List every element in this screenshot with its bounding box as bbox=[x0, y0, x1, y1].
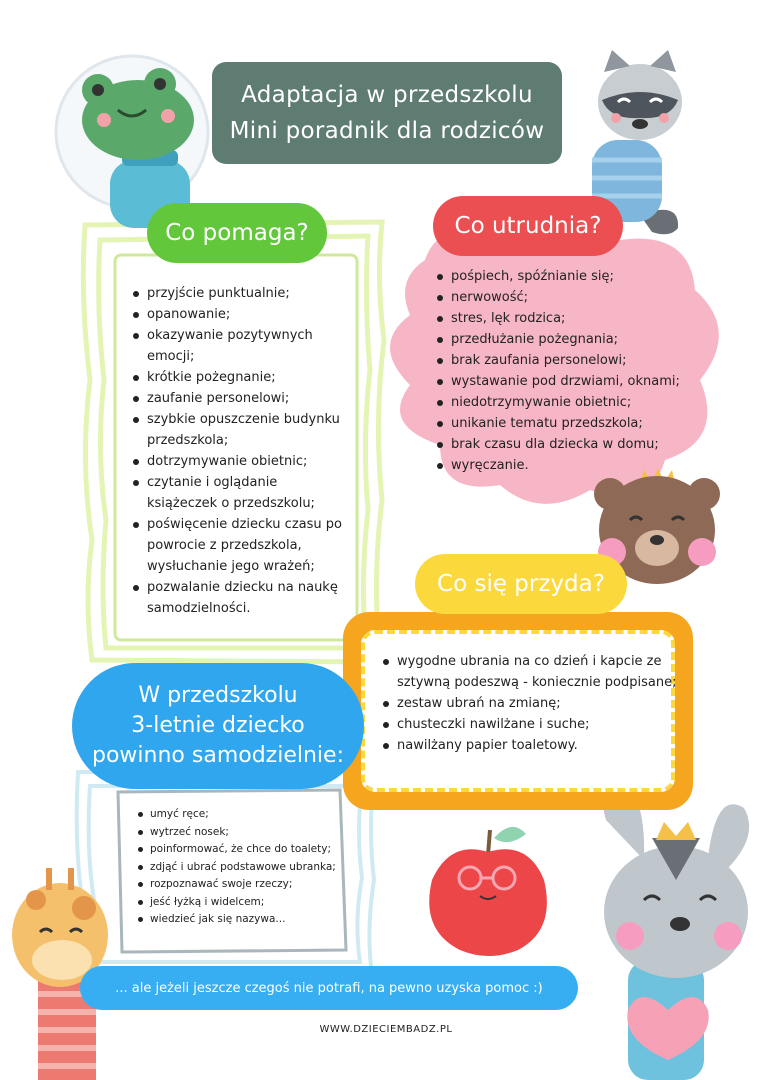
helps-heading: Co pomaga? bbox=[147, 203, 327, 263]
self-heading-line-1: W przedszkolu bbox=[138, 683, 298, 708]
list-item: wystawanie pod drzwiami, oknami; bbox=[437, 371, 682, 392]
bottom-banner: ... ale jeżeli jeszcze czegoś nie potrafi, na pewno uzyska pomoc :) bbox=[80, 966, 578, 1010]
list-item: przyjście punktualnie; bbox=[133, 283, 348, 304]
list-item: krótkie pożegnanie; bbox=[133, 367, 348, 388]
list-item: chusteczki nawilżane i suche; bbox=[383, 714, 683, 735]
self-heading-cloud bbox=[72, 663, 364, 789]
list-item: jeść łyżką i widelcem; bbox=[138, 894, 353, 912]
title-box bbox=[212, 62, 562, 164]
apple-icon bbox=[429, 827, 547, 956]
list-item: unikanie tematu przedszkola; bbox=[437, 413, 682, 434]
useful-heading: Co się przyda? bbox=[415, 554, 627, 614]
hinders-list bbox=[437, 266, 682, 476]
list-item: zestaw ubrań na zmianę; bbox=[383, 693, 683, 714]
list-item: niedotrzymywanie obietnic; bbox=[437, 392, 682, 413]
list-item: nerwowość; bbox=[437, 287, 682, 308]
list-item: wiedzieć jak się nazywa... bbox=[138, 911, 353, 929]
list-item: brak zaufania personelowi; bbox=[437, 350, 682, 371]
self-heading-line-3: powinno samodzielnie: bbox=[92, 743, 344, 768]
list-item: zdjąć i ubrać podstawowe ubranka; bbox=[138, 859, 353, 877]
self-list bbox=[138, 806, 353, 929]
helps-list bbox=[133, 283, 348, 619]
list-item: pośpiech, spóźnianie się; bbox=[437, 266, 682, 287]
list-item: czytanie i oglądanie książeczek o przedszkolu; bbox=[133, 472, 348, 514]
list-item: poświęcenie dziecku czasu po powrocie z przedszkola, wysłuchanie jego wrażeń; bbox=[133, 514, 348, 577]
list-item: wyręczanie. bbox=[437, 455, 682, 476]
self-heading-line-2: 3-letnie dziecko bbox=[131, 713, 305, 738]
hinders-heading: Co utrudnia? bbox=[433, 196, 623, 256]
list-item: poinformować, że chce do toalety; bbox=[138, 841, 353, 859]
useful-list bbox=[383, 651, 683, 756]
list-item: wytrzeć nosek; bbox=[138, 824, 353, 842]
title-line-2: Mini poradnik dla rodziców bbox=[229, 118, 545, 144]
footer-url: WWW.DZIECIEMBADZ.PL bbox=[319, 1024, 453, 1035]
title-line-1: Adaptacja w przedszkolu bbox=[241, 82, 533, 108]
list-item: opanowanie; bbox=[133, 304, 348, 325]
list-item: umyć ręce; bbox=[138, 806, 353, 824]
list-item: szybkie opuszczenie budynku przedszkola; bbox=[133, 409, 348, 451]
list-item: pozwalanie dziecku na naukę samodzielności. bbox=[133, 577, 348, 619]
list-item: rozpoznawać swoje rzeczy; bbox=[138, 876, 353, 894]
list-item: przedłużanie pożegnania; bbox=[437, 329, 682, 350]
list-item: brak czasu dla dziecka w domu; bbox=[437, 434, 682, 455]
list-item: wygodne ubrania na co dzień i kapcie ze sztywną podeszwą - koniecznie podpisane; bbox=[383, 651, 683, 693]
list-item: zaufanie personelowi; bbox=[133, 388, 348, 409]
list-item: okazywanie pozytywnych emocji; bbox=[133, 325, 348, 367]
list-item: stres, lęk rodzica; bbox=[437, 308, 682, 329]
list-item: dotrzymywanie obietnic; bbox=[133, 451, 348, 472]
list-item: nawilżany papier toaletowy. bbox=[383, 735, 683, 756]
